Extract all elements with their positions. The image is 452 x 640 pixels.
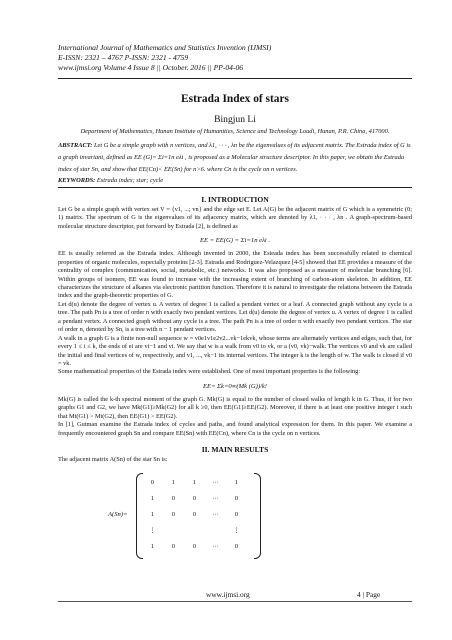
matrix-cell: 0 [150,479,155,487]
keywords-label: KEYWORDS: [58,177,96,185]
intro-paragraph-4: A walk in a graph G is a finite non-null sequence w = v0e1v1e2v2...vk−1ekvk, whose terms are alternately vertices and edges, such that, for every 1 ≤ i ≤ k, the ends of ei are vi−1 and vi. We say that w is a walk from v0 to vk, or a (v0, vk)−walk. The vertices v0 and vk are called the initial and final vertices of w, respectively, and v1, ..., vk−1 its internal vertices. The integer k is the length of w. The walk is closed if v0 = vk. [58,334,412,368]
abstract-block [58,140,412,186]
matrix-cell: 0 [234,511,239,519]
footer-divider [58,601,412,602]
abstract-divider [58,187,412,188]
matrix-cell [205,523,226,539]
matrix-cell: 0 [171,495,176,503]
matrix-cell: ··· [212,543,219,551]
intro-paragraph-7: In [1], Gutman examine the Estrada index of cycles and paths, and found analytical expression for them. In this paper. We examine a frequently encountered graph Sn and compare EE(Sn) with EE(Cn), where Cn is the cycle on n vertices. [58,421,412,437]
abstract-label: ABSTRACT: [58,142,93,150]
matrix-cell [163,523,184,539]
matrix-cell: 1 [150,511,155,519]
matrix-cell: 1 [171,479,176,487]
matrix-cell: 0 [234,495,239,503]
matrix-cell: 1 [192,479,197,487]
matrix-cell: 0 [192,543,197,551]
journal-volume: www.ijmsi.org Volume 4 Issue 8 || October. 2016 || PP-04-06 [58,63,244,72]
keywords-text: Estrada index; star; cycle [96,177,164,185]
intro-paragraph-5: Some mathematical properties of the Estrada index were established. One of most important properties is the following: [58,368,360,376]
section-heading-introduction: I. INTRODUCTION [201,194,269,204]
matrix-label: A(Sn)= [108,510,128,518]
header-divider [58,78,412,79]
equation-spectral-moments: EE= Σk=0∞(Mk (G))/k! [202,382,267,390]
matrix-cell: 1 [150,495,155,503]
footer-url[interactable]: www.ijmsi.org [206,590,250,599]
intro-paragraph-2: EE is usually referred as the Estrada index. Although invented in 2000, the Esteada index has been successfully related to chemical properties of organic molecules, especially proteins [2-3]. Estrada and Rodriguez-Velazquez [4-5] showed that EE provides a measure of the centrality of complex (communication, social, metabolic, etc.) networks. It was also proposed as a measure of molecular branching [6]. Within groups of isomers, EE was found to increase with the increasing extent of branching of carbon-atom skeleton. In addition, EE characterizes the structure of alkanes via electronic partition function. Therefore it is natural to investigate the relations between the Estrada index and the graph-theoretic properties of G. [58,250,412,300]
matrix-cell: 0 [192,511,197,519]
matrix-cell: ⋮ [149,527,156,535]
intro-paragraph-3: Let d(u) denote the degree of vertex u. A vertex of degree 1 is called a pendant vertex or a leaf. A connected graph without any cycle is a tree. The path Pn is a tree of order n with exactly two pendant vertices. Let d(u) denote the degree of vertex u. A vertex of degree 1 is called a pendant vertex. A connected graph without any cycle is a tree. The path Pn is a tree of order n with exactly two pendant vertices. The star of order n, denoted by Sn, is a tree with n − 1 pendant vertices. [58,300,412,334]
main-paragraph-1: The adjacent matrix A(Sn) of the star Sn is: [58,456,168,464]
matrix-cell: 1 [150,543,155,551]
matrix-cell: 0 [234,543,239,551]
matrix-cell: 1 [234,479,239,487]
section-heading-main-results: II. MAIN RESULTS [201,445,269,455]
paper-title: Estrada Index of stars [181,93,289,105]
matrix-cell: 0 [171,511,176,519]
abstract-text: Let G be a simple graph with n vertices, and λ1, · · · , λn be the eigenvalues of its adjacent matrix. The Estrada index of G is a graph invariant, defined as EE (G)= Σi=1n eλi , is proposed as a Molecular structure descriptor. In this paper, we obtain the Estrada index of star Sn, and show that EE(Cn)< EE(Sn) for n>6. where Cn is the cycle on n vertices. [58,142,411,173]
paper-author: Bingjun Li [214,114,256,125]
matrix-cell: ··· [212,495,219,503]
journal-issn: E-ISSN: 2321 – 4767 P-ISSN: 2321 - 4759 [58,53,189,62]
matrix-cell: ⋮ [233,527,240,535]
intro-paragraph-6: Mk(G) is called the k-th spectral moment of the graph G. Mk(G) is equal to the number of closed walks of length k in G. Thus, if for two graphs G1 and G2, we have Mk(G1)≥Mk(G2) for all k ≥0, then EE(G1)≥EE(G2). Moreover, if there is at least one positive integer t such that Mt(G1) > Mt(G2), then EE(G1) > EE(G2). [58,395,412,420]
intro-paragraph-1: Let G be a simple graph with vertex set V = {v1, ...; vn} and the edge set E. Let A(G) be the adjacent matrix of G which is a symmetric (0; 1) matrix. The spectrum of G is the eigenvalues of its adjacency matrix, which are denoted by λ1, · · · , λn . A graph-spectrum-based molecular structure descriptor, put forward by Estrada [2], is defined as [58,205,412,230]
journal-header [58,43,412,73]
matrix-cell: 0 [192,495,197,503]
journal-name: International Journal of Mathematics and Statistics Invention (IJMSI) [58,43,272,52]
matrix-cell: 0 [171,543,176,551]
page-number: 4 | Page [357,590,381,599]
matrix-cell [184,523,205,539]
matrix-cell: ··· [212,511,219,519]
matrix-grid [142,475,247,555]
author-affiliation: Department of Mathematics, Hunan Institute of Humanities, Science and Technology Loudi, Hunan, P.R. China, 417000. [80,128,390,135]
adjacency-matrix [58,471,412,561]
matrix-right-bracket [254,473,261,559]
matrix-cell: ··· [212,479,219,487]
equation-estrada-index: EE = EE(G) = Σi=1n eλi . [199,237,271,245]
